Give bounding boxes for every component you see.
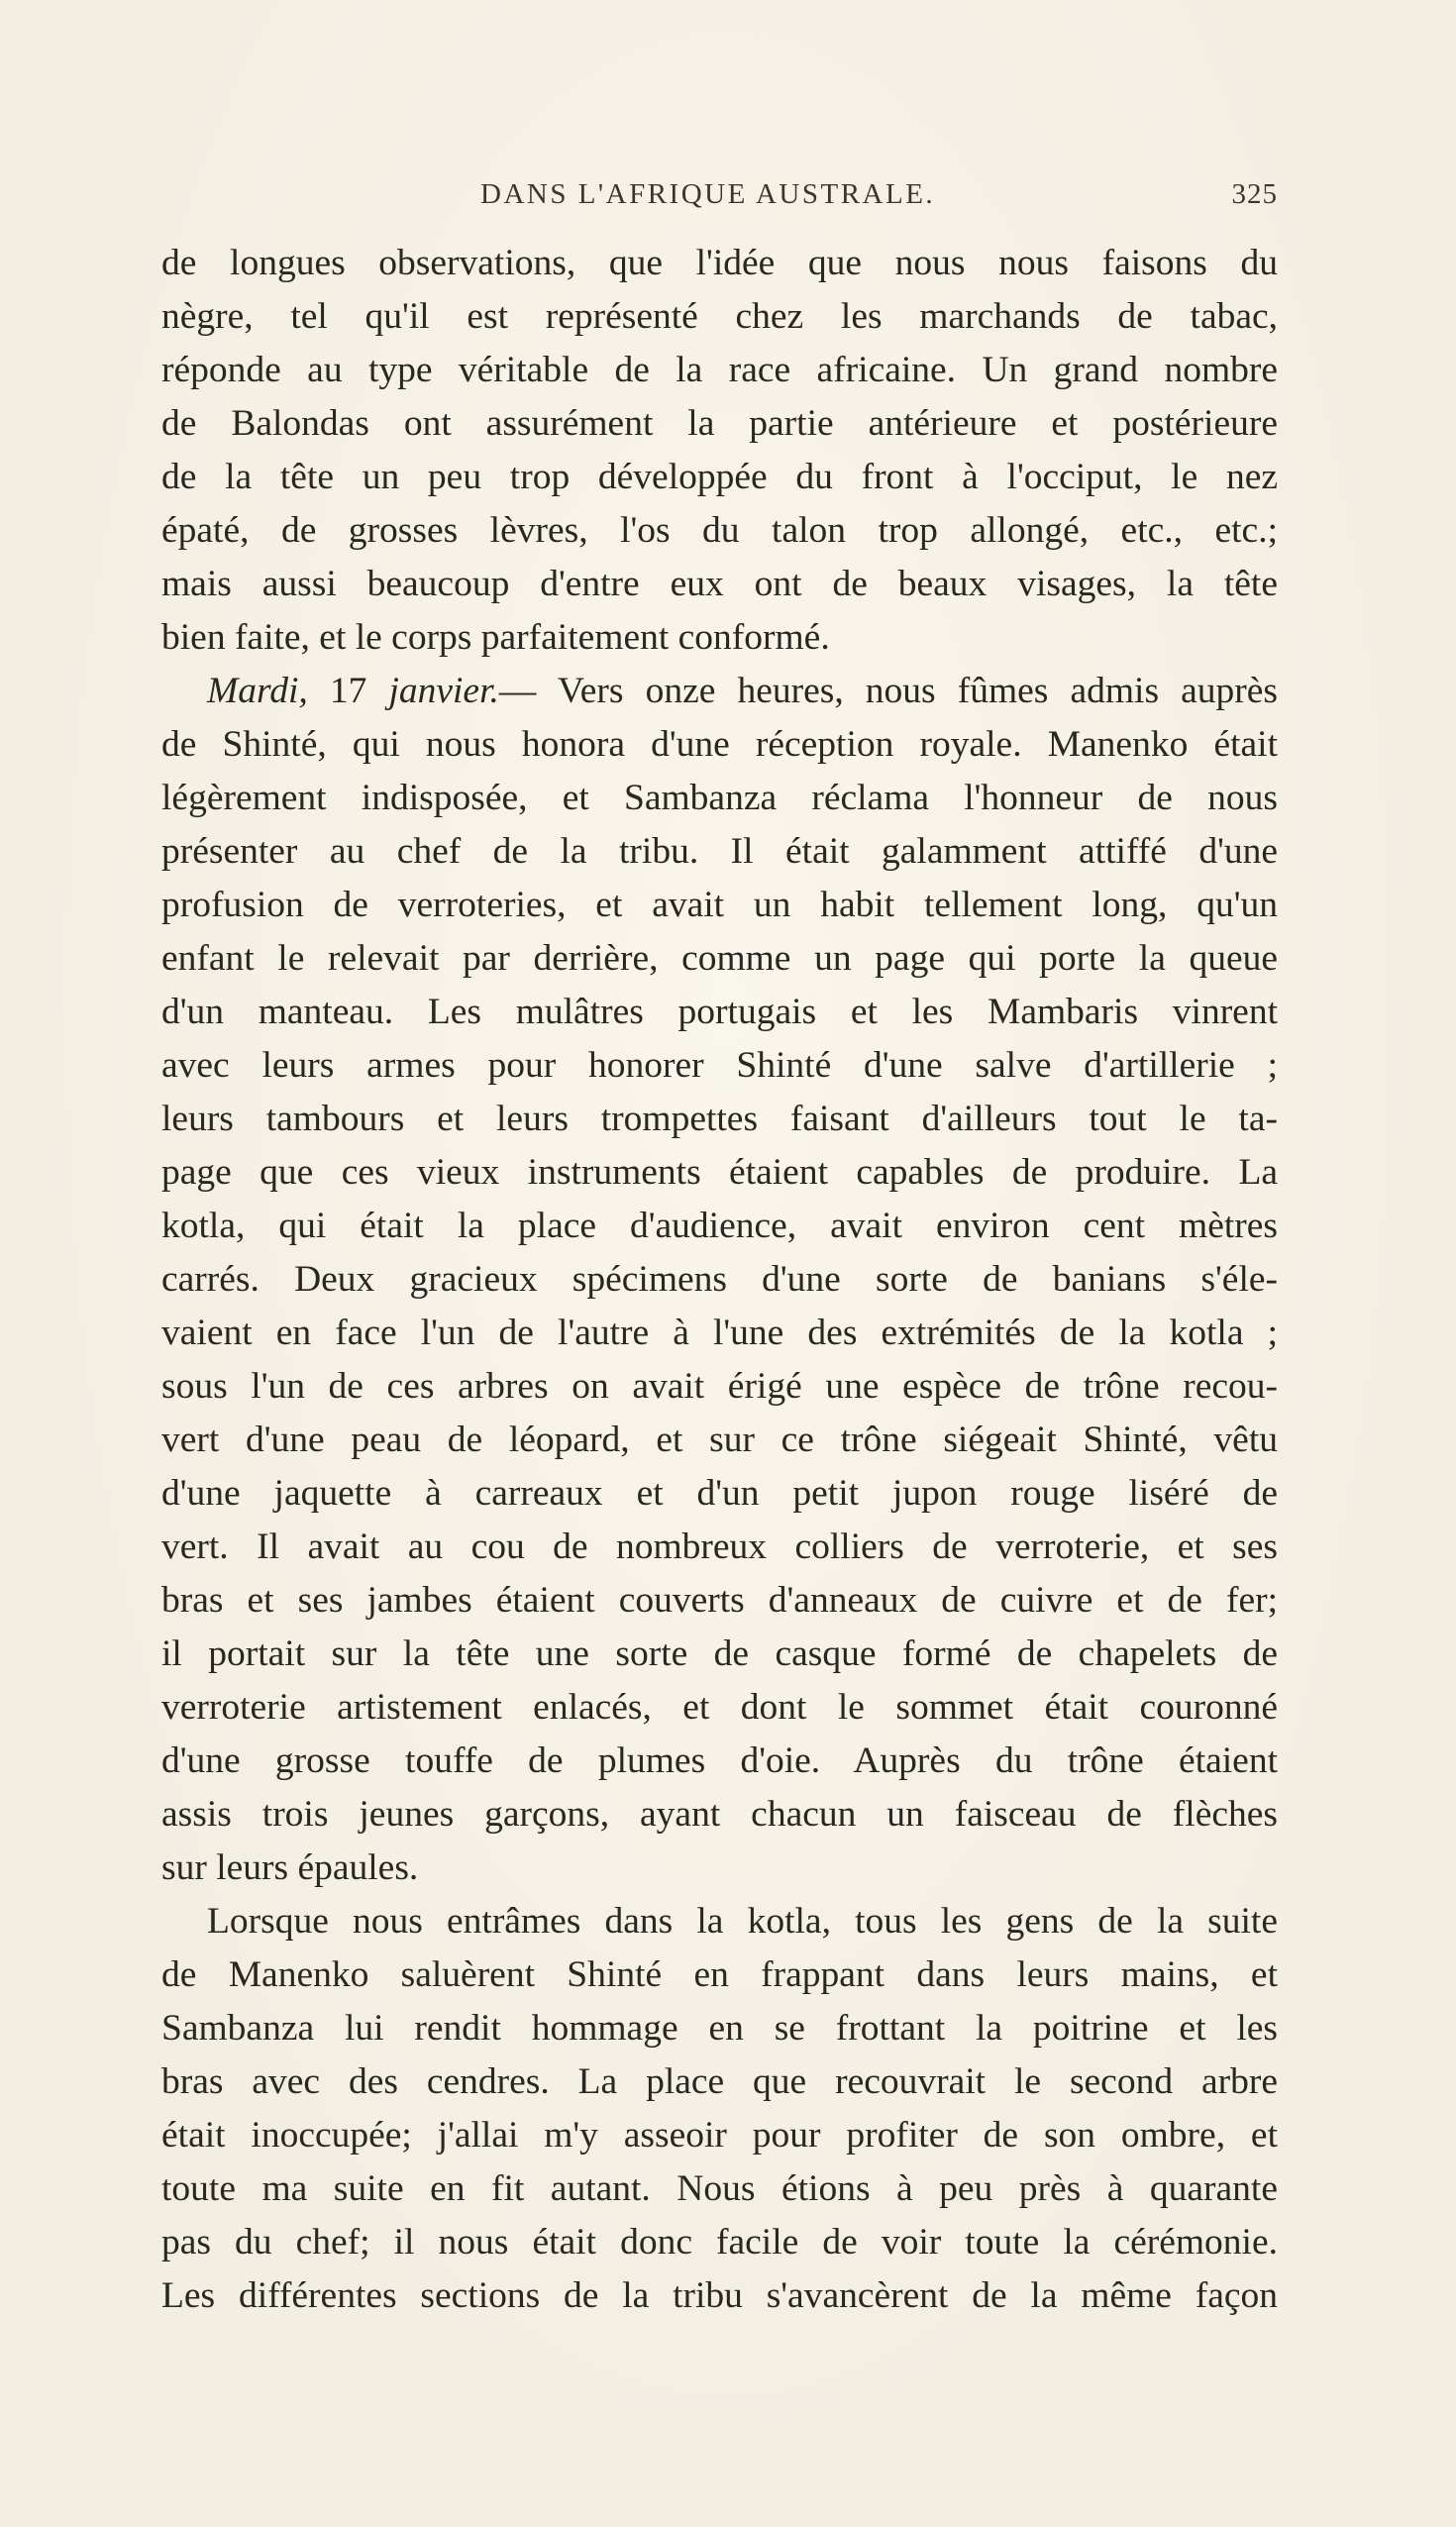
text-line: de la tête un peu trop développée du front à l'occiput, le nez xyxy=(161,457,1278,497)
text-line: assis trois jeunes garçons, ayant chacun un faisceau de flèches xyxy=(161,1794,1278,1835)
text-line: carrés. Deux gracieux spécimens d'une sorte de banians s'éle- xyxy=(161,1259,1278,1300)
text-line: sous l'un de ces arbres on avait érigé une espèce de trône recou- xyxy=(161,1366,1278,1407)
text-line: Sambanza lui rendit hommage en se frottant la poitrine et les xyxy=(161,2008,1278,2049)
paragraph-3 xyxy=(161,1895,1278,2323)
body-text xyxy=(161,237,1278,2323)
text-line: mais aussi beaucoup d'entre eux ont de beaux visages, la tête xyxy=(161,564,1278,604)
text-line: page que ces vieux instruments étaient capables de produire. La xyxy=(161,1152,1278,1193)
text-line: avec leurs armes pour honorer Shinté d'une salve d'artillerie ; xyxy=(161,1045,1278,1086)
dated-entry-line xyxy=(161,665,1278,718)
text-line: sur leurs épaules. xyxy=(161,1847,419,1888)
page-number: 325 xyxy=(1231,178,1278,210)
text-line: d'une jaquette à carreaux et d'un petit jupon rouge liséré de xyxy=(161,1473,1278,1514)
text-line: épaté, de grosses lèvres, l'os du talon trop allongé, etc., etc.; xyxy=(161,510,1278,551)
text-line: de longues observations, que l'idée que nous nous faisons du xyxy=(161,243,1278,283)
page-header xyxy=(480,178,1278,218)
text-line: de Balondas ont assurément la partie antérieure et postérieure xyxy=(161,403,1278,444)
entry-month: janvier. xyxy=(388,671,499,711)
text-line: réponde au type véritable de la race africaine. Un grand nombre xyxy=(161,350,1278,390)
text-line: présenter au chef de la tribu. Il était galamment attiffé d'une xyxy=(161,831,1278,872)
text-line: profusion de verroteries, et avait un habit tellement long, qu'un xyxy=(161,885,1278,925)
text-line: de Manenko saluèrent Shinté en frappant dans leurs mains, et xyxy=(161,1954,1278,1995)
text-line: leurs tambours et leurs trompettes faisant d'ailleurs tout le ta- xyxy=(161,1099,1278,1139)
entry-first-line-rest: — Vers onze heures, nous fûmes admis auprès xyxy=(498,671,1278,711)
text-line: vert d'une peau de léopard, et sur ce trône siégeait Shinté, vêtu xyxy=(161,1420,1278,1460)
running-head: DANS L'AFRIQUE AUSTRALE. xyxy=(480,178,936,210)
entry-date-number: 17 xyxy=(329,671,367,711)
entry-day: Mardi, xyxy=(207,671,308,711)
text-line: nègre, tel qu'il est représenté chez les marchands de tabac, xyxy=(161,296,1278,337)
text-line: kotla, qui était la place d'audience, avait environ cent mètres xyxy=(161,1206,1278,1246)
text-line: enfant le relevait par derrière, comme un page qui porte la queue xyxy=(161,938,1278,979)
paragraph-1 xyxy=(161,237,1278,665)
text-line: vaient en face l'un de l'autre à l'une des extrémités de la kotla ; xyxy=(161,1313,1278,1353)
text-line: Les différentes sections de la tribu s'avancèrent de la même façon xyxy=(161,2275,1278,2316)
text-line: d'une grosse touffe de plumes d'oie. Auprès du trône étaient xyxy=(161,1740,1278,1781)
text-line: bras et ses jambes étaient couverts d'anneaux de cuivre et de fer; xyxy=(161,1580,1278,1621)
text-line: bien faite, et le corps parfaitement conformé. xyxy=(161,617,830,658)
text-line: pas du chef; il nous était donc facile de voir toute la cérémonie. xyxy=(161,2222,1278,2263)
text-line: il portait sur la tête une sorte de casque formé de chapelets de xyxy=(161,1633,1278,1674)
paragraph-2 xyxy=(161,665,1278,1895)
text-line: toute ma suite en fit autant. Nous étions à peu près à quarante xyxy=(161,2168,1278,2209)
text-line: était inoccupée; j'allai m'y asseoir pour profiter de son ombre, et xyxy=(161,2115,1278,2156)
text-line: bras avec des cendres. La place que recouvrait le second arbre xyxy=(161,2061,1278,2102)
text-line: Lorsque nous entrâmes dans la kotla, tous les gens de la suite xyxy=(207,1901,1278,1942)
text-line: de Shinté, qui nous honora d'une réception royale. Manenko était xyxy=(161,724,1278,765)
text-line: d'un manteau. Les mulâtres portugais et les Mambaris vinrent xyxy=(161,992,1278,1032)
text-line: légèrement indisposée, et Sambanza réclama l'honneur de nous xyxy=(161,778,1278,818)
text-line: vert. Il avait au cou de nombreux colliers de verroterie, et ses xyxy=(161,1527,1278,1567)
text-line: verroterie artistement enlacés, et dont le sommet était couronné xyxy=(161,1687,1278,1728)
